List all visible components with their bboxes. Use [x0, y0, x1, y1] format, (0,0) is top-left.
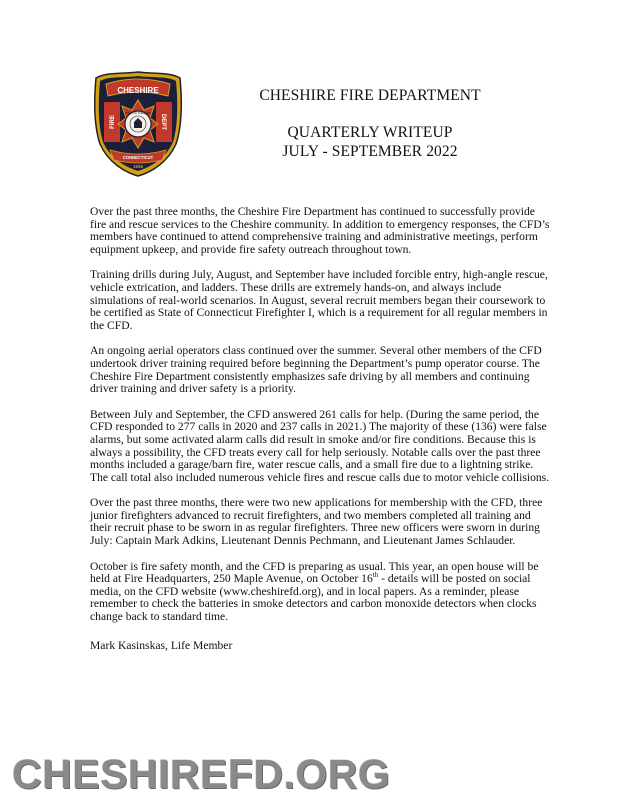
logo-year: 1936	[132, 164, 144, 169]
organization-name: CHESHIRE FIRE DEPARTMENT	[259, 87, 481, 104]
fire-department-patch-logo	[92, 70, 184, 178]
paragraph-driver-training: An ongoing aerial operators class continued over the summer. Several other members of the CFD undertook driver training required before beginning the Department’s pump operator course. The Cheshire Fire Department consistently emphasizes safe driving by all members and continuing driver training and driver safety is a priority.	[90, 344, 542, 396]
website-footer-banner: CHESHIREFD.ORG	[12, 751, 391, 797]
paragraph-fire-safety-month	[90, 561, 550, 624]
logo-top-text: CHESHIRE	[117, 86, 159, 95]
paragraph-calls: Between July and September, the CFD answered 261 calls for help. (During the same period, the CFD responded to 277 calls in 2020 and 237 calls in 2021.) The majority of these (136) were false alarms, but some activated alarm calls did result in smoke and/or fire conditions. Because this is always a possibility, the CFD treats every call for help seriously. Notable calls over the past three months included a garage/barn fire, water rescue calls, and a small fire due to a lightning strike. The call total also included numerous vehicle fires and rescue calls due to motor vehicle collisions.	[90, 407, 550, 484]
logo-right-text: DEPT	[160, 113, 166, 131]
document-header	[230, 86, 510, 161]
logo-ring-text: TOWN OF CHESHIRE	[124, 112, 152, 115]
document-body	[90, 206, 550, 665]
report-title: QUARTERLY WRITEUP	[287, 124, 453, 141]
paragraph-overview: Over the past three months, the Cheshire Fire Department has continued to successfully provide fire and rescue services to the Cheshire community. In addition to emergency responses, the CFD’s members have continued to attend comprehensive training and administrative meetings, perform equipment upkeep, and provide fire safety outreach throughout town.	[90, 205, 550, 256]
signature: Mark Kasinskas, Life Member	[90, 638, 233, 652]
ordinal-superscript: th	[372, 571, 379, 580]
fire-safety-text-start: October is fire safety month, and the CFD is preparing as usual. This year, an open house will be held at Fire Headquarters, 250 Maple Avenue, on October 16	[90, 559, 539, 586]
fire-safety-text-end: - details will be posted on social media, on the CFD website (www.cheshirefd.org), and in local papers. As a reminder, please remember to check the batteries in smoke detectors and carbon monoxide detectors when clocks change back to standard time.	[90, 572, 537, 624]
logo-bottom-text: CONNECTICUT	[122, 155, 154, 160]
paragraph-membership: Over the past three months, there were two new applications for membership with the CFD, three junior firefighters advanced to recruit firefighters, and two members completed all training and their recruit phase to be sworn in as regular firefighters. Three new officers were sworn in during July: Captain Mark Adkins, Lieutenant Dennis Pechmann, and Lieutenant James Schlauder.	[90, 496, 543, 548]
logo-left-text: FIRE	[110, 115, 116, 129]
paragraph-training: Training drills during July, August, and September have included forcible entry, high-angle rescue, vehicle extrication, and ladders. These drills are extremely hands-on, and always include simulations of real-world scenarios. In August, several recruit members began their coursework to be certified as State of Connecticut Firefighter I, which is a requirement for all regular members in the CFD.	[90, 268, 548, 332]
report-period: JULY - SEPTEMBER 2022	[282, 143, 458, 160]
